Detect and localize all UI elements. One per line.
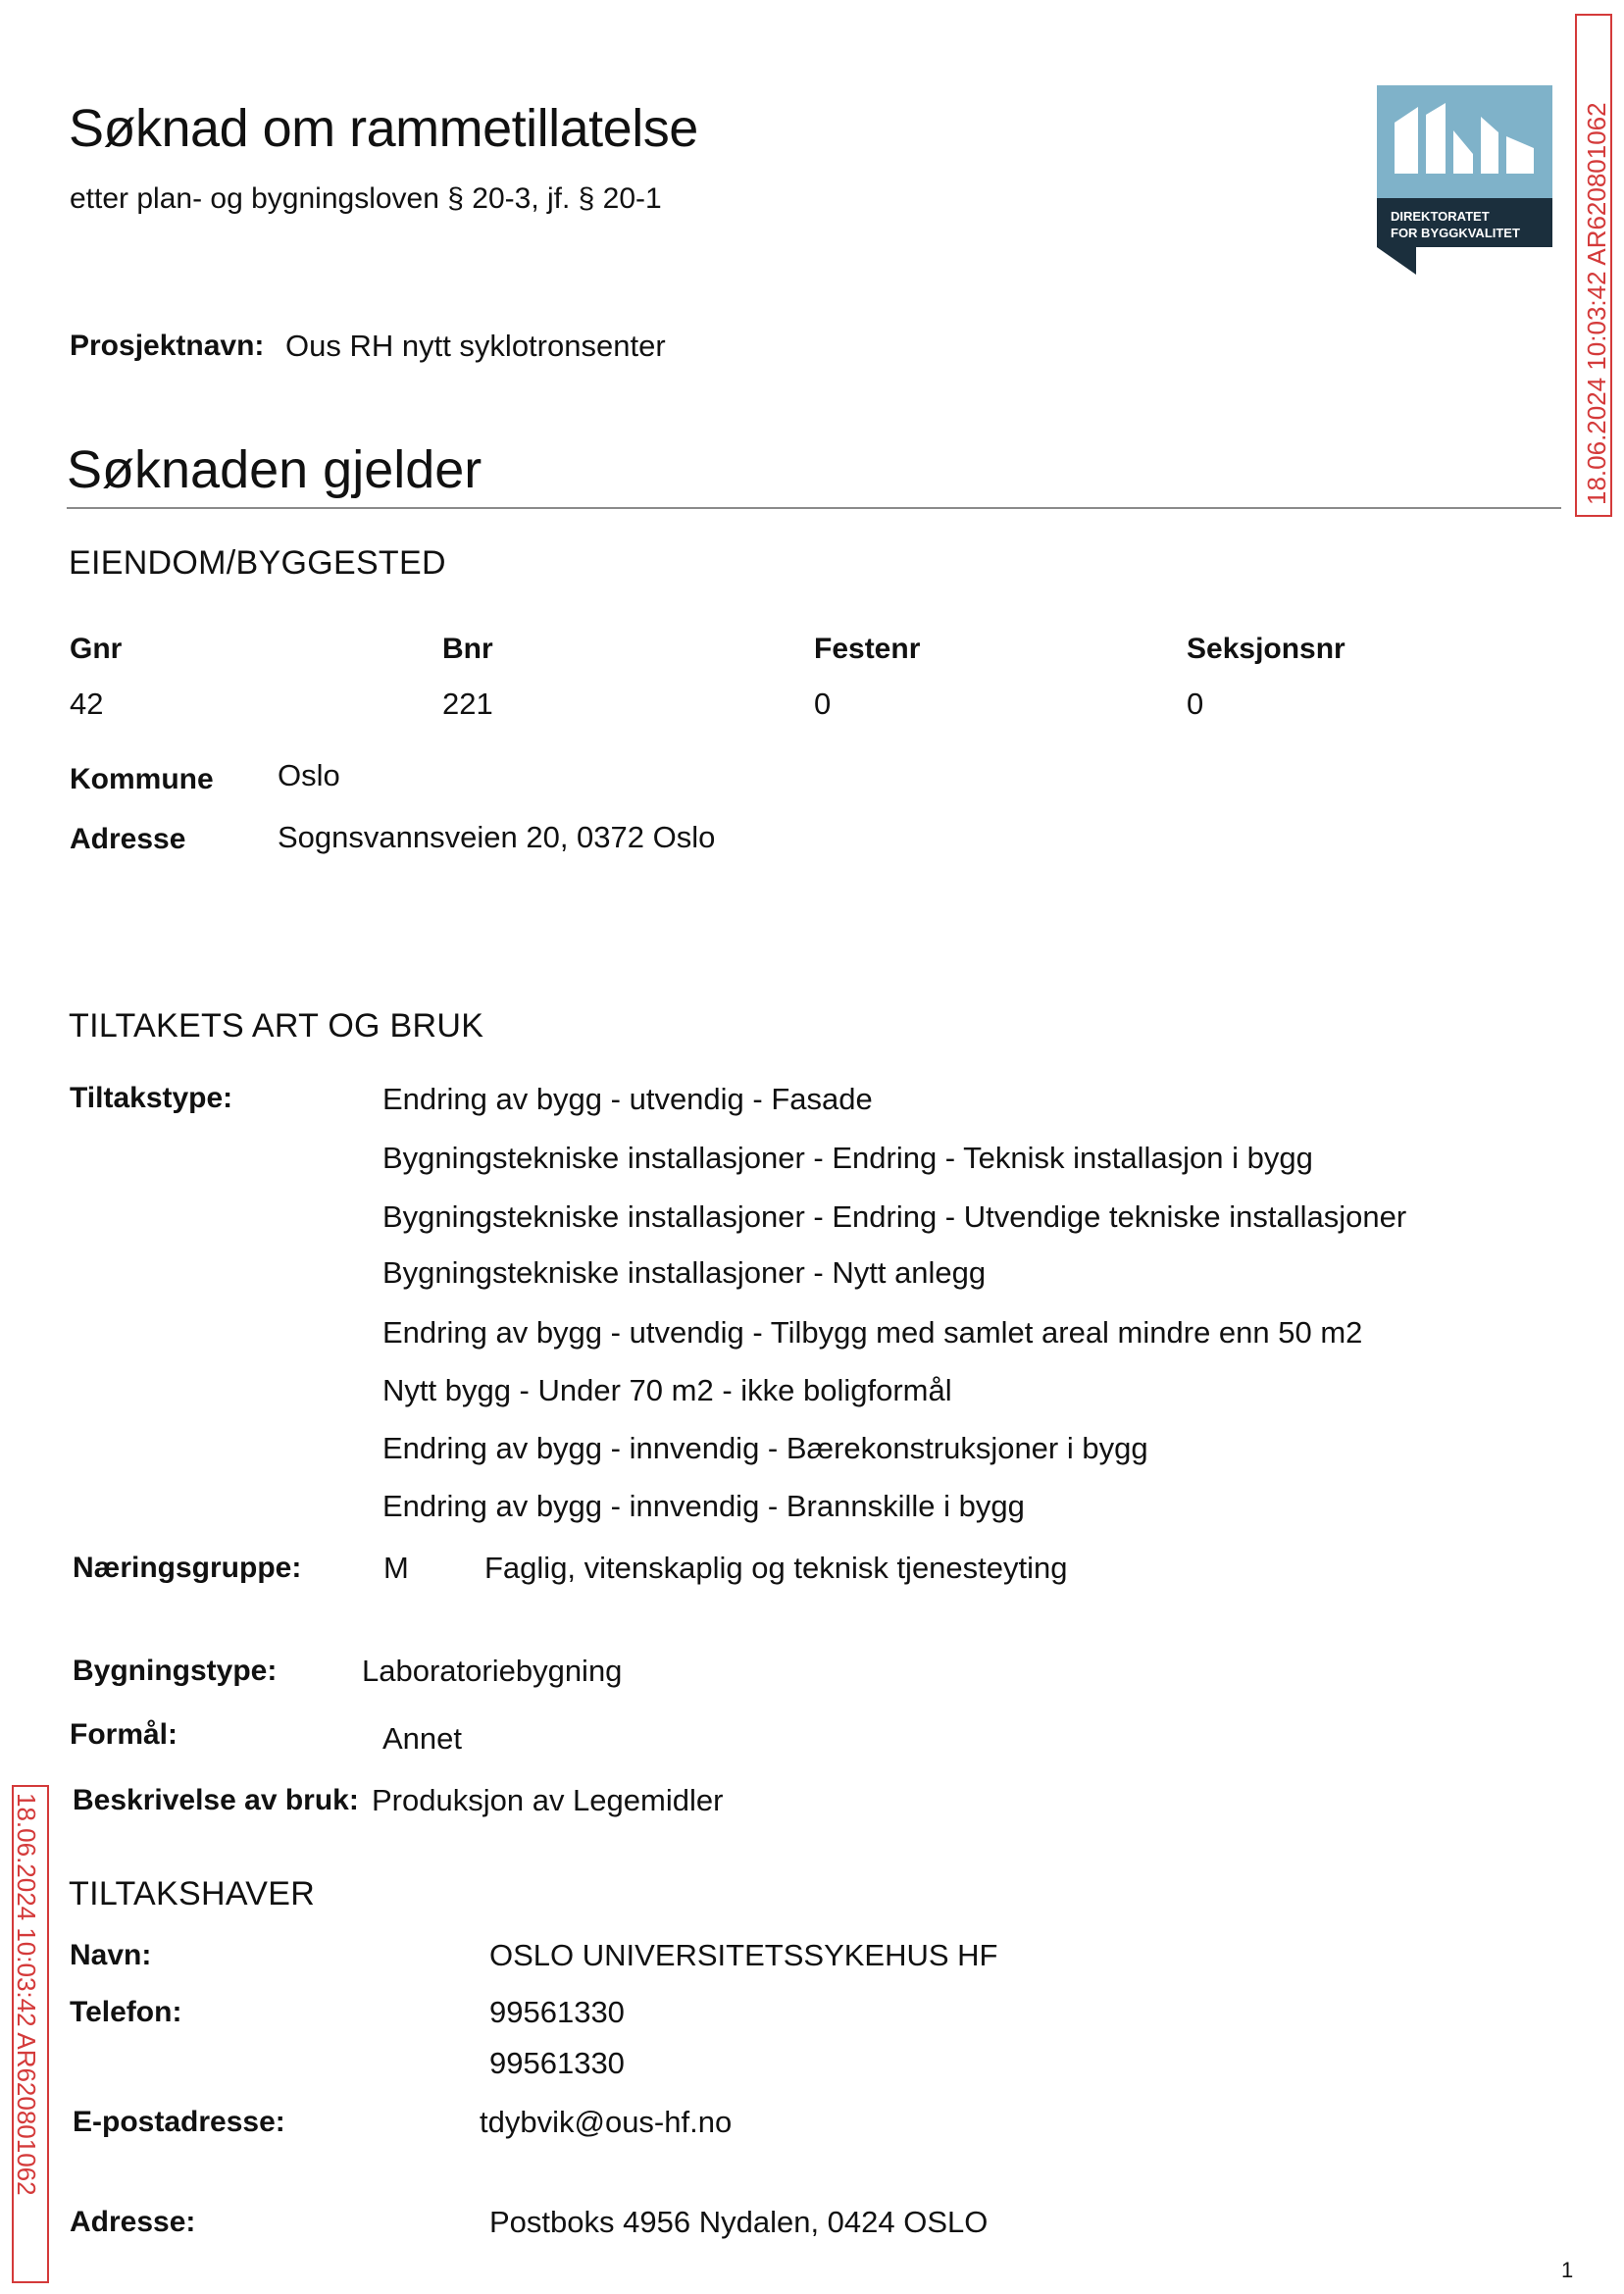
gnr-value: 42 xyxy=(70,687,104,721)
epost-label: E-postadresse: xyxy=(73,2106,285,2138)
tiltakshaver-heading: TILTAKSHAVER xyxy=(69,1875,316,1912)
tiltakshaver-adresse-value: Postboks 4956 Nydalen, 0424 OSLO xyxy=(489,2205,989,2239)
naeringsgruppe-code: M xyxy=(383,1551,409,1585)
beskrivelse-label: Beskrivelse av bruk: xyxy=(73,1784,359,1816)
telefon-label: Telefon: xyxy=(70,1996,182,2028)
tiltakstype-label: Tiltakstype: xyxy=(70,1082,233,1114)
adresse-label: Adresse xyxy=(70,823,186,855)
logo-line-1: DIREKTORATET xyxy=(1391,209,1490,224)
naeringsgruppe-label: Næringsgruppe: xyxy=(73,1552,302,1584)
formal-label: Formål: xyxy=(70,1718,178,1751)
naeringsgruppe-value: Faglig, vitenskaplig og teknisk tjenesteyting xyxy=(484,1551,1068,1585)
tiltakstype-item: Nytt bygg - Under 70 m2 - ikke boligformål xyxy=(382,1373,952,1407)
project-name-value: Ous RH nytt syklotronsenter xyxy=(285,329,666,363)
kommune-value: Oslo xyxy=(278,758,340,792)
document-title: Søknad om rammetillatelse xyxy=(69,99,698,158)
telefon-value: 99561330 xyxy=(489,1995,625,2029)
kommune-label: Kommune xyxy=(70,763,214,795)
seksjonsnr-label: Seksjonsnr xyxy=(1187,633,1345,665)
formal-value: Annet xyxy=(382,1721,463,1756)
dibk-logo xyxy=(1377,85,1552,275)
festenr-value: 0 xyxy=(814,687,832,721)
seksjonsnr-value: 0 xyxy=(1187,687,1204,721)
logo-line-2: FOR BYGGKVALITET xyxy=(1391,226,1520,240)
bnr-label: Bnr xyxy=(442,633,493,665)
tiltakstype-item: Bygningstekniske installasjoner - Nytt anlegg xyxy=(382,1255,987,1290)
navn-label: Navn: xyxy=(70,1939,152,1971)
adresse-value: Sognsvannsveien 20, 0372 Oslo xyxy=(278,820,716,854)
festenr-label: Festenr xyxy=(814,633,921,665)
section-title: Søknaden gjelder xyxy=(67,440,482,499)
beskrivelse-value: Produksjon av Legemidler xyxy=(372,1783,724,1817)
navn-value: OSLO UNIVERSITETSSYKEHUS HF xyxy=(489,1938,998,1972)
bnr-value: 221 xyxy=(442,687,493,721)
stamp-text-right: 18.06.2024 10:03:42 AR620801062 xyxy=(1582,102,1611,505)
tiltakstype-item: Bygningstekniske installasjoner - Endring - Teknisk installasjon i bygg xyxy=(382,1141,1313,1175)
bygningstype-label: Bygningstype: xyxy=(73,1655,278,1687)
tiltakstype-item: Endring av bygg - innvendig - Brannskille i bygg xyxy=(382,1489,1025,1523)
tiltakstype-item: Endring av bygg - utvendig - Tilbygg med samlet areal mindre enn 50 m2 xyxy=(382,1315,1363,1350)
stamp-text-left: 18.06.2024 10:03:42 AR620801062 xyxy=(12,1793,41,2196)
tiltakstype-item: Endring av bygg - utvendig - Fasade xyxy=(382,1082,873,1116)
eiendom-heading: EIENDOM/BYGGESTED xyxy=(69,544,446,582)
section-divider xyxy=(67,507,1561,509)
bygningstype-value: Laboratoriebygning xyxy=(362,1654,623,1688)
tiltak-heading: TILTAKETS ART OG BRUK xyxy=(69,1007,484,1045)
epost-value: tdybvik@ous-hf.no xyxy=(480,2105,733,2139)
gnr-label: Gnr xyxy=(70,633,123,665)
tiltakstype-item: Endring av bygg - innvendig - Bærekonstruksjoner i bygg xyxy=(382,1431,1148,1465)
page-number: 1 xyxy=(1561,2258,1574,2282)
telefon-value: 99561330 xyxy=(489,2046,625,2080)
tiltakstype-item: Bygningstekniske installasjoner - Endring - Utvendige tekniske installasjoner xyxy=(382,1199,1407,1234)
project-name-label: Prosjektnavn: xyxy=(70,330,265,362)
document-subtitle: etter plan- og bygningsloven § 20-3, jf. § 20-1 xyxy=(70,182,662,215)
tiltakshaver-adresse-label: Adresse: xyxy=(70,2206,196,2238)
